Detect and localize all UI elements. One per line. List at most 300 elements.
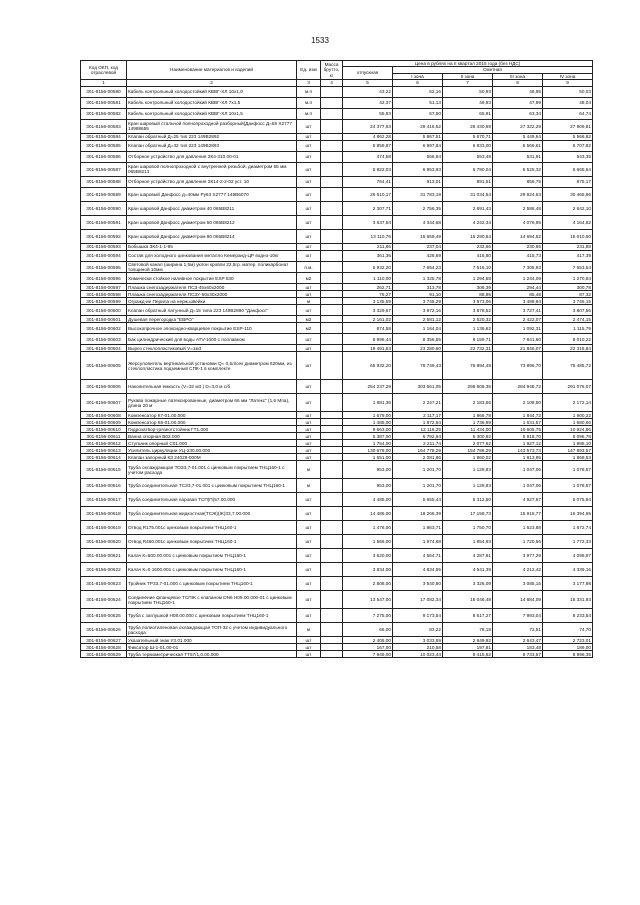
price-release: 24 377,53 — [343, 119, 393, 133]
item-mass — [321, 380, 343, 394]
item-unit: шт — [297, 305, 321, 316]
price-zone-3: 856,75 — [493, 176, 543, 187]
item-code: 301-8156-00627 — [81, 637, 127, 644]
price-release: 1 881,36 — [343, 394, 393, 412]
item-mass — [321, 273, 343, 284]
price-table — [80, 60, 593, 658]
item-unit: шт — [297, 454, 321, 461]
price-zone-1: 237,04 — [393, 243, 443, 250]
price-zone-2: 1 960,02 — [443, 454, 493, 461]
price-zone-3: 1 813,95 — [493, 454, 543, 461]
item-code: 301-8156-00615 — [81, 461, 127, 479]
price-zone-1: 1 201,70 — [393, 479, 443, 493]
item-name: Накопительная емкость (V=32 м3 ) D=3,0 м с/б — [127, 380, 297, 394]
price-release: 361,36 — [343, 250, 393, 261]
table-row — [81, 609, 593, 623]
price-zone-2: 49,93 — [443, 97, 493, 108]
table-row — [81, 577, 593, 591]
price-release: 3 620,00 — [343, 549, 393, 563]
item-name: Бак цилиндрический для воды ATV-1000 с поплавком — [127, 334, 297, 345]
item-mass — [321, 162, 343, 176]
item-mass — [321, 563, 343, 577]
price-release: 2 808,00 — [343, 577, 393, 591]
price-release: 19 491,53 — [343, 345, 393, 352]
price-zone-2: 15 290,64 — [443, 229, 493, 243]
price-zone-1: 303 661,05 — [393, 380, 443, 394]
col-num: 5 — [343, 79, 393, 86]
item-mass — [321, 454, 343, 461]
price-release: 474,58 — [343, 151, 393, 162]
item-code: 301-8156-00583 — [81, 119, 127, 133]
item-name: Жерсуловитель вертикальной установки Q= 0,5л/сек диаметром 620мм, из стеклопластика подземный СПК-1 в комплекте — [127, 352, 297, 380]
item-code: 301-8156-00622 — [81, 563, 127, 577]
item-unit: м — [297, 461, 321, 479]
price-zone-2: 1 736,99 — [443, 419, 493, 426]
item-code: 301-8156-00600 — [81, 305, 127, 316]
price-zone-1: 4 564,71 — [393, 549, 443, 563]
item-name: Отборное устройство для давления ЗК4-310.00-01 — [127, 151, 297, 162]
item-unit: шт — [297, 352, 321, 380]
price-release: 7 949,00 — [343, 651, 393, 658]
item-code: 301-8156-00592 — [81, 229, 127, 243]
price-release: 43,22 — [343, 86, 393, 97]
item-code: 301-8156-00626 — [81, 623, 127, 637]
item-mass — [321, 412, 343, 419]
item-name: Рукава пожарные латексированные, диаметром 66 мм "Латекс" (1,6 Мпа), длина 20 м — [127, 394, 297, 412]
col-num: 9 — [543, 79, 593, 86]
price-zone-4: 6 096,78 — [543, 433, 593, 440]
item-mass — [321, 284, 343, 291]
item-name: Плашка снегозадержателя ПСЗ-45х60х2000 — [127, 284, 297, 291]
col-num: 3 — [297, 79, 321, 86]
price-release: 130 678,00 — [343, 447, 393, 454]
price-zone-4: 3 177,98 — [543, 577, 593, 591]
price-release: 13 110,76 — [343, 229, 393, 243]
price-release: 9 663,00 — [343, 426, 393, 433]
item-name: Фиксатор Ш-1-01.00-01 — [127, 644, 297, 651]
price-zone-1: 5 867,51 — [393, 133, 443, 140]
price-zone-2: 1 136,62 — [443, 323, 493, 334]
price-zone-3: 183,48 — [493, 644, 543, 651]
price-zone-1: 2 081,86 — [393, 454, 443, 461]
item-name: Световой канал (ширина 1,5м) уклон кровли 22,5гр. матер. поликарбонат толщиной 10мм — [127, 261, 297, 273]
price-zone-2: 1 128,83 — [443, 461, 493, 479]
item-code: 301-8156-00598 — [81, 291, 127, 298]
item-mass — [321, 644, 343, 651]
price-zone-1: 313,78 — [393, 284, 443, 291]
item-name: Кран шаровой Данфосс диаметром 50 065В8212 — [127, 215, 297, 229]
item-unit: шт — [297, 394, 321, 412]
price-zone-2: 5 312,50 — [443, 493, 493, 507]
table-row — [81, 176, 593, 187]
item-code: 301-8156-00606 — [81, 380, 127, 394]
price-zone-2: 7 516,10 — [443, 261, 493, 273]
item-name: Усилитель циркуляции УЦ-230.00.000 — [127, 447, 297, 454]
price-release: 14 486,00 — [343, 507, 393, 521]
price-zone-4: 1 078,57 — [543, 461, 593, 479]
item-name: Труба соединительная жидкостная(ТСЖ)(Ж)33,7.00.000 — [127, 507, 297, 521]
item-mass — [321, 133, 343, 140]
item-mass — [321, 187, 343, 201]
price-zone-4: 8 010,22 — [543, 334, 593, 345]
col-num: 8 — [493, 79, 543, 86]
item-mass — [321, 108, 343, 119]
item-name: Кабель контрольный холодостойкий КВВГ-ХЛ 10х1,5 — [127, 108, 297, 119]
header-unit: Ед. изм — [297, 61, 321, 80]
table-row — [81, 261, 593, 273]
price-zone-4: 1 985,10 — [543, 440, 593, 447]
price-zone-1: 31 783,19 — [393, 187, 443, 201]
price-zone-3: 27 322,29 — [493, 119, 543, 133]
price-zone-2: 3 326,09 — [443, 577, 493, 591]
item-mass — [321, 623, 343, 637]
item-code: 301-8156-00614 — [81, 454, 127, 461]
price-zone-3: 48,95 — [493, 86, 543, 97]
item-mass — [321, 176, 343, 187]
price-release: 55,93 — [343, 108, 393, 119]
item-code: 301-8156-00595 — [81, 261, 127, 273]
item-unit: шт — [297, 419, 321, 426]
item-code: 301-8156-00620 — [81, 535, 127, 549]
item-unit: шт — [297, 334, 321, 345]
item-unit: шт — [297, 140, 321, 151]
price-zone-2: 76 894,49 — [443, 352, 493, 380]
table-row — [81, 151, 593, 162]
price-zone-3: 14 694,52 — [493, 229, 543, 243]
item-mass — [321, 119, 343, 133]
price-release: 66,00 — [343, 623, 393, 637]
price-zone-1: 1 974,68 — [393, 535, 443, 549]
item-code: 301-8156-00609 — [81, 419, 127, 426]
price-zone-3: 1 244,09 — [493, 273, 543, 284]
price-zone-1: 6 792,64 — [393, 433, 443, 440]
item-name: Клапан обратный Д=25 тип 223 149В2892 — [127, 133, 297, 140]
price-zone-4: 5 566,82 — [543, 133, 593, 140]
price-zone-4: 2 723,01 — [543, 637, 593, 644]
item-name: Химически стойкое наливное покрытие ESP 530 — [127, 273, 297, 284]
item-mass — [321, 426, 343, 433]
price-zone-1: 23 280,60 — [393, 345, 443, 352]
item-code: 301-8156-00618 — [81, 507, 127, 521]
item-name: Калач К=500.00.001 с цинковым покрытием ТНЦ160-1 — [127, 549, 297, 563]
price-zone-4: 10 924,86 — [543, 426, 593, 433]
price-zone-3: 1 844,72 — [493, 412, 543, 419]
price-zone-2: 154 786,29 — [443, 447, 493, 454]
price-zone-2: 4 541,39 — [443, 563, 493, 577]
price-zone-4: 64,74 — [543, 108, 593, 119]
price-zone-2: 1 128,83 — [443, 479, 493, 493]
item-mass — [321, 298, 343, 305]
price-zone-2: 11 434,00 — [443, 426, 493, 433]
price-zone-3: 15 915,77 — [493, 507, 543, 521]
item-unit: м2 — [297, 323, 321, 334]
item-name: Состав для холодного цинкования металло Кемеранд-ЦР водно-10кг — [127, 250, 297, 261]
item-unit: шт — [297, 433, 321, 440]
header-zone-2: II зона — [443, 73, 493, 79]
item-code: 301-8156-00594 — [81, 250, 127, 261]
price-zone-2: 28 430,69 — [443, 119, 493, 133]
item-mass — [321, 609, 343, 623]
price-zone-3: 531,91 — [493, 151, 543, 162]
col-num: 7 — [443, 79, 493, 86]
price-zone-3: 1 092,31 — [493, 323, 543, 334]
table-row — [81, 637, 593, 644]
item-unit: м2 — [297, 273, 321, 284]
table-row — [81, 140, 593, 151]
price-zone-1: 15 659,49 — [393, 229, 443, 243]
item-code: 301-8156-00619 — [81, 521, 127, 535]
item-code: 301-8156-00623 — [81, 577, 127, 591]
price-zone-1: 3 972,16 — [393, 305, 443, 316]
price-zone-1: 52,16 — [393, 86, 443, 97]
price-release: 974,58 — [343, 323, 393, 334]
price-zone-3: 29 824,63 — [493, 187, 543, 201]
price-zone-3: 4 076,95 — [493, 215, 543, 229]
price-zone-3: 1 927,12 — [493, 440, 543, 447]
table-row — [81, 644, 593, 651]
price-zone-1: 2 581,12 — [393, 316, 443, 323]
price-zone-3: 230,95 — [493, 243, 543, 250]
item-code: 301-8156-00628 — [81, 644, 127, 651]
price-zone-4: 291 076,07 — [543, 380, 593, 394]
price-zone-2: 1 294,58 — [443, 273, 493, 284]
price-zone-4: 1 078,57 — [543, 479, 593, 493]
price-zone-2: 22 732,31 — [443, 345, 493, 352]
table-row — [81, 291, 593, 298]
item-unit: м2 — [297, 316, 321, 323]
price-zone-1: 4 834,55 — [393, 563, 443, 577]
header-zone-3: III зона — [493, 73, 543, 79]
item-name: Отвод R175.001с цинковым покрытием ТНЦ160-1 — [127, 521, 297, 535]
price-zone-4: 2 474,15 — [543, 316, 593, 323]
price-zone-4: 1 900,22 — [543, 412, 593, 419]
item-unit: шт — [297, 591, 321, 609]
header-release: отпускная — [343, 67, 393, 80]
table-row — [81, 119, 593, 133]
price-zone-3: 1 631,57 — [493, 419, 543, 426]
price-zone-4: 417,39 — [543, 250, 593, 261]
item-code: 301-8156-00616 — [81, 479, 127, 493]
price-zone-3: 4 927,67 — [493, 493, 543, 507]
item-unit: шт — [297, 521, 321, 535]
item-mass — [321, 201, 343, 215]
item-name: Труба термометрическая ТТ57/1,0.00.000 — [127, 651, 297, 658]
price-zone-1: 210,58 — [393, 644, 443, 651]
price-zone-1: 1 201,70 — [393, 461, 443, 479]
item-name: Компенсатор К7-01.00.000 — [127, 412, 297, 419]
price-release: 3 834,00 — [343, 563, 393, 577]
item-code: 301-8156-00587 — [81, 162, 127, 176]
item-name: Бобышка ЗК4-1-1-95 — [127, 243, 297, 250]
price-zone-3: 5 918,70 — [493, 433, 543, 440]
price-zone-1: 428,69 — [393, 250, 443, 261]
item-unit: шт — [297, 119, 321, 133]
price-zone-2: 1 854,93 — [443, 535, 493, 549]
price-zone-3: 3 488,84 — [493, 298, 543, 305]
table-row — [81, 507, 593, 521]
price-zone-4: 1 772,33 — [543, 535, 593, 549]
item-mass — [321, 323, 343, 334]
price-zone-1: 17 082,34 — [393, 591, 443, 609]
item-code: 301-8156-00607 — [81, 394, 127, 412]
item-code: 301-8156-00605 — [81, 352, 127, 380]
item-code: 301-8156-00611 — [81, 433, 127, 440]
table-row — [81, 215, 593, 229]
price-zone-3: 284 948,72 — [493, 380, 543, 394]
price-zone-4: 2 172,14 — [543, 394, 593, 412]
table-row — [81, 651, 593, 658]
price-zone-1: 29 416,52 — [393, 119, 443, 133]
item-code: 301-8156-00608 — [81, 412, 127, 419]
price-zone-3: 1 047,06 — [493, 479, 543, 493]
item-code: 301-8156-00625 — [81, 609, 127, 623]
header-zone-4: IV зона — [543, 73, 593, 79]
price-zone-1: 7 654,23 — [393, 261, 443, 273]
item-unit: шт — [297, 133, 321, 140]
price-zone-1: 9 173,54 — [393, 609, 443, 623]
price-release: 26 610,17 — [343, 187, 393, 201]
item-name: Труба охлаждающая ТОЗ3,7-01.001 с цинковым покрытием ТНЦ160-1 с учетом расхода — [127, 461, 297, 479]
price-zone-3: 7 305,93 — [493, 261, 543, 273]
price-release: 1 478,00 — [343, 521, 393, 535]
table-row — [81, 97, 593, 108]
price-zone-1: 10 023,44 — [393, 651, 443, 658]
table-header — [81, 61, 593, 87]
price-release: 764,41 — [343, 176, 393, 187]
item-unit: шт — [297, 426, 321, 433]
table-row — [81, 273, 593, 284]
price-zone-2: 3 573,06 — [443, 298, 493, 305]
price-zone-3: 1 047,06 — [493, 461, 543, 479]
item-code: 301-8156-00604 — [81, 345, 127, 352]
item-name: Душевая перегородка "ЕВРО" — [127, 316, 297, 323]
table-row — [81, 305, 593, 316]
price-zone-1: 18 266,39 — [393, 507, 443, 521]
price-zone-1: 8 356,55 — [393, 334, 443, 345]
price-zone-2: 31 034,54 — [443, 187, 493, 201]
price-zone-4: 189,00 — [543, 644, 593, 651]
price-zone-2: 1 750,70 — [443, 521, 493, 535]
price-release: 262,71 — [343, 284, 393, 291]
price-zone-4: 1 680,66 — [543, 419, 593, 426]
price-zone-1: 566,84 — [393, 151, 443, 162]
item-code: 301-8156-00601 — [81, 316, 127, 323]
item-mass — [321, 549, 343, 563]
item-mass — [321, 334, 343, 345]
item-unit: м.п — [297, 108, 321, 119]
item-name: Клапан запорный КЗ 24028-000М — [127, 454, 297, 461]
item-code: 301-8156-00597 — [81, 284, 127, 291]
item-name: Труба соединительная паровая ТСП(П)57.00.000 — [127, 493, 297, 507]
price-release: 167,00 — [343, 644, 393, 651]
price-zone-4: 1 868,53 — [543, 454, 593, 461]
price-release: 3 637,54 — [343, 215, 393, 229]
price-zone-2: 2 520,32 — [443, 316, 493, 323]
item-mass — [321, 447, 343, 454]
item-code: 301-8156-00603 — [81, 334, 127, 345]
table-row — [81, 447, 593, 454]
price-zone-4: 74,70 — [543, 623, 593, 637]
price-release: 1 754,00 — [343, 440, 393, 447]
table-row — [81, 433, 593, 440]
item-code: 301-8156-00590 — [81, 201, 127, 215]
item-unit: м.п — [297, 86, 321, 97]
item-unit: шт — [297, 412, 321, 419]
item-code: 301-8156-00596 — [81, 273, 127, 284]
item-mass — [321, 229, 343, 243]
price-release: 254 237,29 — [343, 380, 393, 394]
price-zone-3: 3 977,29 — [493, 549, 543, 563]
price-zone-4: 7 653,54 — [543, 261, 593, 273]
price-zone-2: 2 691,43 — [443, 201, 493, 215]
header-mass: Масса брутто, кг — [321, 61, 343, 80]
table-row — [81, 549, 593, 563]
price-zone-2: 8 159,71 — [443, 334, 493, 345]
price-zone-4: 3 745,15 — [543, 298, 593, 305]
price-zone-1: 51,13 — [393, 97, 443, 108]
item-name: Труба с заглушкой Н08.00.000 с цинковым покрытием ТНЦ160-1 — [127, 609, 297, 623]
table-row — [81, 426, 593, 433]
item-name: Клапан обратный Д=32 тип 223 149В2893 — [127, 140, 297, 151]
price-release: 76,27 — [343, 291, 393, 298]
price-zone-3: 6 525,32 — [493, 162, 543, 176]
item-mass — [321, 493, 343, 507]
item-mass — [321, 140, 343, 151]
price-zone-3: 85,48 — [493, 291, 543, 298]
table-row — [81, 352, 593, 380]
table-row — [81, 323, 593, 334]
item-unit: шт — [297, 637, 321, 644]
item-name: Соединение фланцевое ТСПЖ с клапаном DN6 Н09.00.000-01 с цинковым покрытием ТНЦ160-1 — [127, 591, 297, 609]
price-zone-4: 27 909,81 — [543, 119, 593, 133]
price-release: 2 307,71 — [343, 201, 393, 215]
item-mass — [321, 419, 343, 426]
item-name: Стульчик опорный С01.000 — [127, 440, 297, 447]
price-zone-4: 875,17 — [543, 176, 593, 187]
price-zone-1: 2 117,17 — [393, 412, 443, 419]
item-code: 301-8156-00602 — [81, 323, 127, 334]
col-num: 6 — [393, 79, 443, 86]
item-code: 301-8156-00582 — [81, 108, 127, 119]
item-code: 301-8156-00617 — [81, 493, 127, 507]
item-name: Кран шаровой Данфосс диаметром 40 065В8211 — [127, 201, 297, 215]
item-mass — [321, 250, 343, 261]
table-row — [81, 229, 593, 243]
item-name: Компенсатор К6-01.00.000 — [127, 419, 297, 426]
price-release: 1 651,00 — [343, 454, 393, 461]
price-release: 2 405,00 — [343, 637, 393, 644]
price-zone-4: 1 270,84 — [543, 273, 593, 284]
price-release: 3 135,59 — [343, 298, 393, 305]
item-code: 301-8156-00586 — [81, 151, 127, 162]
price-zone-1: 913,01 — [393, 176, 443, 187]
price-release: 4 485,00 — [343, 493, 393, 507]
price-zone-2: 50,93 — [443, 86, 493, 97]
price-zone-2: 197,81 — [443, 644, 493, 651]
price-zone-3: 415,73 — [493, 250, 543, 261]
price-zone-1: 3 540,80 — [393, 577, 443, 591]
price-zone-3: 2 422,07 — [493, 316, 543, 323]
price-release: 5 932,20 — [343, 261, 393, 273]
price-zone-1: 164 778,29 — [393, 447, 443, 454]
item-name: Тройник ТР33,7-01.000 с цинковым покрытием ТНЦ160-1 — [127, 577, 297, 591]
price-zone-2: 17 158,73 — [443, 507, 493, 521]
price-release: 1 485,00 — [343, 419, 393, 426]
item-name: Кран шаровый Данфосс д=40мм Ру63 Х2777 149В6070 — [127, 187, 297, 201]
price-zone-4: 6 707,82 — [543, 140, 593, 151]
table-row — [81, 412, 593, 419]
col-num: 4 — [321, 79, 343, 86]
